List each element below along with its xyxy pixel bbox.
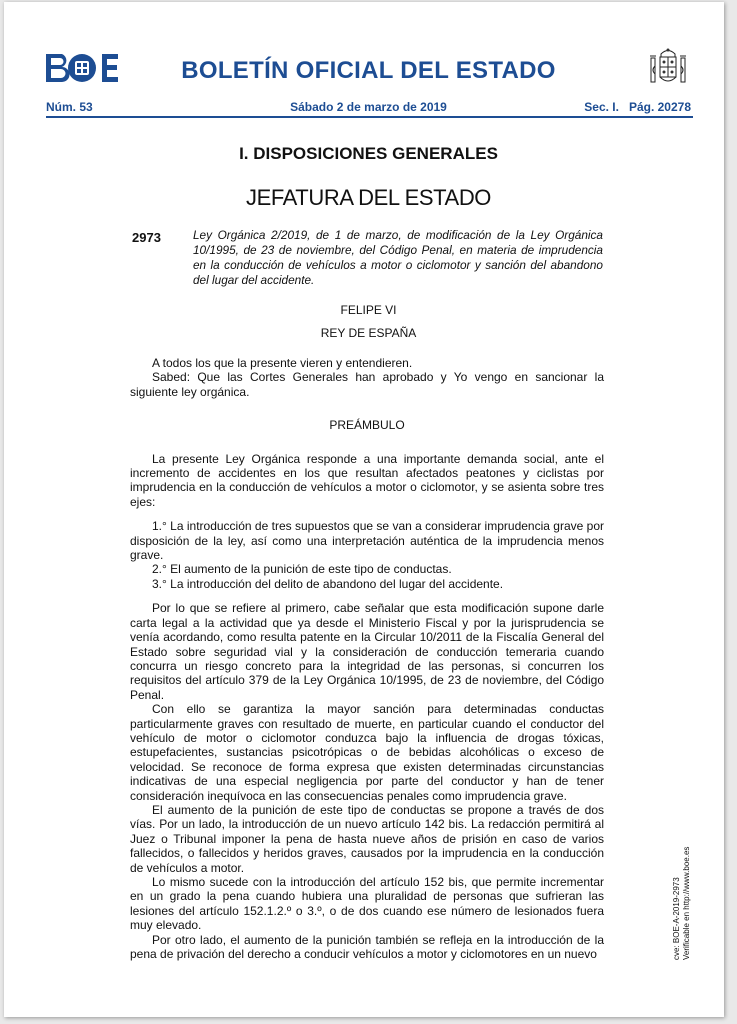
intro-line-2: Sabed: Que las Cortes Generales han aprobado y Yo vengo en sancionar la siguiente ley orgánica. <box>130 370 604 399</box>
king-title: REY DE ESPAÑA <box>320 326 417 340</box>
paragraph-3: Con ello se garantiza la mayor sanción para determinadas conductas particularmente graves con resultado de muerte, en particular cuando el conductor del vehículo de motor o ciclomotor conduzca bajo la influencia de drogas tóxicas, estupefacientes, sustancias psicotrópicas o de bebidas alcohólicas o exceso de velocidad. Se reconoce de forma expresa que existen determinadas circunstancias indicativas de una especial negligencia por parte del conductor y han de tener consideración inequívoca en las consecuencias penales como imprudencia grave. <box>130 702 604 803</box>
issue-number: Núm. 53 <box>46 100 93 114</box>
section-title: I. DISPOSICIONES GENERALES <box>239 144 498 163</box>
cve-code: cve: BOE-A-2019-2973 <box>672 877 681 960</box>
header-divider <box>46 116 693 118</box>
paragraph-5: Lo mismo sucede con la introducción del artículo 152 bis, que permite incrementar en un grado la pena cuando hubiera una pluralidad de personas que sufrieran las lesiones del artículo 152.1.2.º o 3.º, o de dos cuando ese número de lesionados fuera muy elevado. <box>130 875 604 933</box>
list-item-3: 3.° La introducción del delito de abandono del lugar del accidente. <box>152 576 504 591</box>
coat-of-arms-icon <box>646 46 690 90</box>
paragraph-6: Por otro lado, el aumento de la punición también se refleja en la introducción de la pena de privación del derecho a conducir vehículos a motor y ciclomotores en un nuevo <box>130 932 604 962</box>
intro-line-1: A todos los que la presente vieren y entendieren. <box>152 356 413 370</box>
issue-date: Sábado 2 de marzo de 2019 <box>290 100 447 114</box>
verification-note <box>672 847 692 960</box>
department-heading: JEFATURA DEL ESTADO <box>245 185 492 210</box>
list-item-2: 2.° El aumento de la punición de este tipo de conductas. <box>152 562 452 577</box>
section-page: Sec. I. Pág. 20278 <box>584 100 691 114</box>
paragraph-2: Por lo que se refiere al primero, cabe señalar que esta modificación supone darle carta legal a la actividad que ya desde el Ministerio Fiscal y por la jurisprudencia se venía acordando, como resulta patente en la Circular 10/2011 de la Fiscalía General del Estado sobre seguridad vial y la consideración de conducción temeraria cuando concurra un riesgo concreto para la integridad de las personas, si concurren los requisitos del artículo 379 de la Ley Orgánica 10/1995, de 23 de noviembre, del Código Penal. <box>130 601 604 702</box>
paragraph-4: El aumento de la punición de este tipo de conductas se propone a través de dos vías. Por un lado, la introducción de un nuevo artículo 142 bis. La redacción permitirá al Juez o Tribunal imponer la pena de hasta nueve años de prisión en caso de varios fallecidos, o fallecidos y heridos graves, causados por la imprudencia en la conducción de vehículos a motor. <box>130 802 604 875</box>
list-item-1: 1.° La introducción de tres supuestos que se van a considerar imprudencia grave por disposición de la ley, así como una interpretación auténtica de la imprudencia menos grave. <box>130 519 604 563</box>
preamble-heading: PREÁMBULO <box>329 418 405 433</box>
entry-number: 2973 <box>132 230 161 245</box>
paragraph-intro: La presente Ley Orgánica responde a una importante demanda social, ante el incremento de accidentes en los que resultan afectados peatones y ciclistas por imprudencia en la conducción de vehículos a motor o ciclomotor, y se asienta sobre tres ejes: <box>130 451 604 509</box>
document-body <box>130 356 604 961</box>
verify-url[interactable]: Verificable en http://www.boe.es <box>682 846 691 960</box>
king-name: FELIPE VI <box>340 303 397 317</box>
entry-subject: Ley Orgánica 2/2019, de 1 de marzo, de modificación de la Ley Orgánica 10/1995, de 23 de noviembre, del Código Penal, en materia de imprudencia en la conducción de vehículos a motor o ciclomotor y sanción del abandono del lugar del accidente. <box>193 228 603 287</box>
publication-title: BOLETÍN OFICIAL DEL ESTADO <box>181 57 556 84</box>
